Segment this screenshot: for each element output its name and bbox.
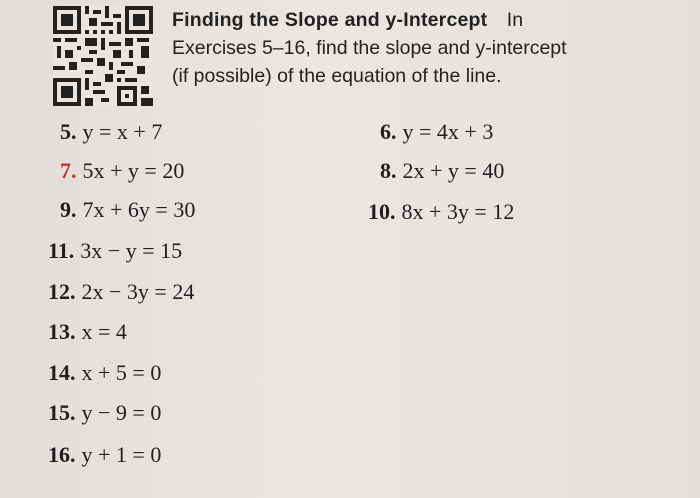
exercise-number: 7. (60, 158, 77, 183)
exercise-8 (380, 157, 504, 185)
exercise-10 (368, 198, 514, 226)
exercise-9 (60, 196, 195, 224)
exercise-equation: y − 9 = 0 (81, 400, 162, 425)
heading-line-1 (172, 6, 692, 34)
exercise-equation: x = 4 (81, 319, 127, 344)
exercise-16 (48, 441, 161, 469)
exercise-equation: 5x + y = 20 (82, 158, 185, 183)
exercise-number: 13. (48, 319, 76, 344)
heading-line-3: (if possible) of the equation of the line. (172, 65, 502, 87)
exercise-number: 14. (48, 360, 76, 385)
exercise-number: 11. (48, 238, 75, 263)
exercise-5 (60, 118, 162, 146)
exercise-number: 8. (380, 158, 397, 183)
exercise-number: 5. (60, 119, 77, 144)
heading-line-1-tail: In (506, 9, 524, 31)
exercise-number: 10. (368, 199, 396, 224)
exercise-number: 12. (48, 279, 76, 304)
exercise-equation: y + 1 = 0 (81, 442, 162, 467)
exercise-number: 6. (380, 119, 397, 144)
exercise-number: 15. (48, 400, 76, 425)
exercise-15 (48, 399, 161, 427)
exercise-equation: 2x + y = 40 (402, 158, 505, 183)
section-title: Finding the Slope and y-Intercept (172, 9, 488, 31)
qr-code-icon (52, 6, 154, 106)
exercise-instructions (172, 6, 692, 90)
exercise-13 (48, 318, 127, 346)
exercise-number: 9. (60, 197, 77, 222)
exercise-equation: 2x − 3y = 24 (81, 279, 195, 304)
exercise-equation: 3x − y = 15 (80, 238, 183, 263)
exercise-equation: y = x + 7 (82, 119, 163, 144)
exercise-11 (48, 237, 182, 265)
exercise-12 (48, 278, 194, 306)
exercise-equation: y = 4x + 3 (402, 119, 494, 144)
heading-line-2: Exercises 5–16, find the slope and y-intercept (172, 37, 567, 59)
exercise-equation: 7x + 6y = 30 (82, 197, 196, 222)
exercise-6 (380, 118, 493, 146)
exercise-7 (60, 157, 184, 185)
exercise-number: 16. (48, 442, 76, 467)
exercise-14 (48, 359, 161, 387)
exercise-equation: 8x + 3y = 12 (401, 199, 515, 224)
exercise-equation: x + 5 = 0 (81, 360, 162, 385)
